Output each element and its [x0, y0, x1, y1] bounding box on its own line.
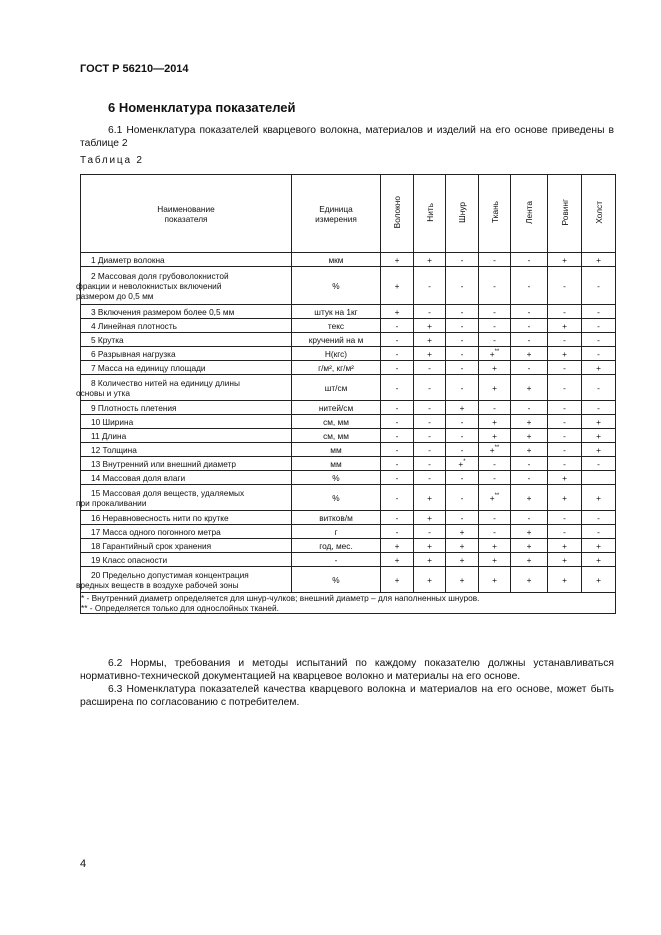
applicability-cell: +: [582, 539, 616, 553]
indicator-name-line: 14 Массовая доля влаги: [91, 472, 186, 483]
applicability-cell: -: [548, 429, 582, 443]
applicability-cell: +: [511, 415, 548, 429]
footnote-mark: **: [494, 348, 500, 355]
applicability-cell: -: [479, 253, 511, 267]
applicability-cell: -: [414, 415, 446, 429]
footnote-mark: *: [463, 458, 466, 465]
applicability-cell: -: [548, 443, 582, 457]
applicability-cell: -: [511, 319, 548, 333]
applicability-cell: +: [511, 375, 548, 401]
indicator-name: [81, 347, 292, 361]
applicability-cell: +: [511, 485, 548, 511]
header-type-label: Нить: [424, 203, 435, 222]
indicator-name-line: 16 Неравновесность нити по крутке: [91, 512, 229, 523]
applicability-cell: +: [381, 553, 414, 567]
applicability-cell: +: [479, 429, 511, 443]
paragraph-6-2: [80, 657, 614, 683]
unit-cell: г: [292, 525, 381, 539]
applicability-cell: -: [479, 457, 511, 471]
header-type-label: Шнур: [457, 202, 467, 223]
applicability-cell: -: [381, 457, 414, 471]
applicability-cell: -: [446, 429, 479, 443]
applicability-cell: +: [479, 567, 511, 593]
applicability-cell: +: [414, 511, 446, 525]
applicability-cell: -: [582, 525, 616, 539]
applicability-cell: +: [479, 375, 511, 401]
applicability-cell: -: [414, 305, 446, 319]
applicability-cell: +: [479, 415, 511, 429]
footnote-1: * - Внутренний диаметр определяется для шнур-чулков; внешний диаметр – для наполненных шнуров.: [81, 593, 480, 603]
indicator-name-line: 6 Разрывная нагрузка: [91, 348, 176, 359]
indicator-name-line: 18 Гарантийный срок хранения: [91, 540, 212, 551]
unit-cell: мм: [292, 457, 381, 471]
applicability-cell: -: [548, 525, 582, 539]
table-row: [81, 471, 616, 485]
applicability-cell: -: [582, 375, 616, 401]
applicability-cell: -: [511, 457, 548, 471]
applicability-cell: -: [446, 319, 479, 333]
indicator-name: [81, 319, 292, 333]
table-header-row: [81, 175, 616, 253]
header-name-line-2: показателя: [164, 213, 208, 224]
applicability-cell: -: [511, 471, 548, 485]
applicability-cell: +: [582, 553, 616, 567]
unit-cell: штук на 1кг: [292, 305, 381, 319]
applicability-cell: -: [381, 401, 414, 415]
indicator-name: [81, 429, 292, 443]
indicator-name-line: 8 Количество нитей на единицу длины: [91, 377, 240, 388]
applicability-cell: -: [479, 525, 511, 539]
applicability-cell: -: [381, 333, 414, 347]
applicability-cell: -: [446, 485, 479, 511]
table-row: [81, 253, 616, 267]
applicability-cell: +: [582, 361, 616, 375]
applicability-cell: +: [414, 319, 446, 333]
applicability-cell: -: [381, 511, 414, 525]
applicability-cell: -: [446, 253, 479, 267]
indicator-name: [81, 511, 292, 525]
applicability-cell: +*: [446, 457, 479, 471]
unit-cell: мм: [292, 443, 381, 457]
header-name-line-1: Наименование: [157, 203, 215, 214]
applicability-cell: +: [446, 567, 479, 593]
unit-cell: см, мм: [292, 429, 381, 443]
unit-cell: текс: [292, 319, 381, 333]
indicator-name-line: 5 Крутка: [91, 334, 124, 345]
applicability-cell: -: [582, 457, 616, 471]
header-type-0: [381, 175, 414, 253]
applicability-cell: +: [414, 553, 446, 567]
applicability-cell: -: [548, 375, 582, 401]
unit-cell: -: [292, 553, 381, 567]
unit-cell: кручений на м: [292, 333, 381, 347]
applicability-cell: -: [479, 511, 511, 525]
header-type-2: [446, 175, 479, 253]
applicability-cell: -: [511, 253, 548, 267]
unit-cell: %: [292, 567, 381, 593]
indicator-name-line: 17 Масса одного погонного метра: [91, 526, 221, 537]
applicability-cell: +: [414, 485, 446, 511]
page-number: 4: [80, 858, 87, 870]
applicability-cell: +: [582, 253, 616, 267]
applicability-cell: -: [479, 305, 511, 319]
applicability-cell: +: [414, 567, 446, 593]
indicator-name-line: вредных веществ в воздухе рабочей зоны: [76, 579, 239, 590]
header-type-label: Холст: [593, 201, 604, 224]
applicability-cell: +: [381, 253, 414, 267]
applicability-cell: +: [582, 443, 616, 457]
applicability-cell: -: [548, 457, 582, 471]
table-row: [81, 375, 616, 401]
table-row: [81, 485, 616, 511]
applicability-cell: -: [479, 333, 511, 347]
indicator-name-line: фракции и неволокнистых включений: [76, 280, 222, 291]
header-unit-line-1: Единица: [319, 203, 353, 214]
applicability-cell: -: [381, 415, 414, 429]
indicator-name-line: при прокаливании: [76, 497, 147, 508]
indicator-name-line: 20 Предельно допустимая концентрация: [91, 569, 249, 580]
applicability-cell: +: [511, 443, 548, 457]
paragraph-6-2-text: 6.2 Нормы, требования и методы испытаний по каждому показателю должны устанавливаться нормативно-технической документацией на кварцевое волокно и материалы на его основе.: [80, 658, 614, 682]
applicability-cell: -: [511, 305, 548, 319]
applicability-cell: +: [548, 471, 582, 485]
applicability-cell: +: [511, 539, 548, 553]
applicability-cell: +: [381, 539, 414, 553]
table-row: [81, 401, 616, 415]
table-row: [81, 361, 616, 375]
applicability-cell: -: [582, 511, 616, 525]
document-header: ГОСТ Р 56210—2014: [80, 63, 189, 75]
section-title: 6 Номенклатура показателей: [108, 100, 296, 115]
applicability-cell: -: [446, 347, 479, 361]
indicator-name-line: 4 Линейная плотность: [91, 320, 177, 331]
indicator-name: [76, 267, 292, 305]
applicability-cell: +**: [479, 443, 511, 457]
applicability-cell: +: [548, 347, 582, 361]
indicator-name-line: размером до 0,5 мм: [76, 290, 154, 301]
indicator-name-line: 11 Длина: [91, 430, 127, 441]
table-row: [81, 347, 616, 361]
indicators-table: [76, 174, 616, 614]
indicator-name: [81, 525, 292, 539]
unit-cell: %: [292, 471, 381, 485]
unit-cell: год, мес.: [292, 539, 381, 553]
indicator-name: [76, 375, 292, 401]
applicability-cell: -: [548, 305, 582, 319]
table-row: [81, 443, 616, 457]
indicator-name-line: 1 Диаметр волокна: [91, 254, 165, 265]
footnote-2: ** - Определяется только для однослойных тканей.: [81, 603, 279, 613]
indicator-name: [81, 415, 292, 429]
applicability-cell: +: [511, 347, 548, 361]
applicability-cell: +: [548, 319, 582, 333]
applicability-cell: -: [511, 267, 548, 305]
applicability-cell: -: [548, 415, 582, 429]
applicability-cell: -: [381, 375, 414, 401]
applicability-cell: -: [381, 361, 414, 375]
footnote-row: [81, 593, 616, 614]
applicability-cell: -: [582, 347, 616, 361]
indicator-name-line: 2 Массовая доля грубоволокнистой: [91, 270, 229, 281]
indicator-name: [81, 553, 292, 567]
footnotes: [81, 593, 616, 614]
applicability-cell: +: [381, 567, 414, 593]
table-row: [81, 319, 616, 333]
indicator-name: [81, 253, 292, 267]
footnote-mark: **: [494, 444, 500, 451]
paragraph-6-3-text: 6.3 Номенклатура показателей качества кварцевого волокна и материалов на его основе, может быть расширена по согласованию с потребителем.: [80, 684, 614, 708]
header-type-3: [479, 175, 511, 253]
header-type-label: Ткань: [489, 201, 500, 224]
applicability-cell: -: [446, 511, 479, 525]
indicator-name: [81, 443, 292, 457]
applicability-cell: -: [479, 267, 511, 305]
applicability-cell: +: [446, 539, 479, 553]
table-row: [81, 457, 616, 471]
applicability-cell: -: [381, 347, 414, 361]
applicability-cell: +: [548, 539, 582, 553]
table-row: [81, 553, 616, 567]
applicability-cell: +: [479, 553, 511, 567]
table-row: [81, 525, 616, 539]
applicability-cell: -: [511, 361, 548, 375]
applicability-cell: +**: [479, 485, 511, 511]
applicability-cell: +: [548, 567, 582, 593]
unit-cell: %: [292, 485, 381, 511]
indicator-name-line: 19 Класс опасности: [91, 554, 168, 565]
applicability-cell: +: [511, 567, 548, 593]
applicability-cell: -: [582, 333, 616, 347]
applicability-cell: -: [548, 401, 582, 415]
applicability-cell: -: [414, 471, 446, 485]
header-type-4: [511, 175, 548, 253]
applicability-cell: -: [414, 457, 446, 471]
applicability-cell: +: [511, 525, 548, 539]
indicator-name-line: 7 Масса на единицу площади: [91, 362, 206, 373]
paragraph-6-1-text: 6.1 Номенклатура показателей кварцевого волокна, материалов и изделий на его основе приведены в таблице 2: [80, 125, 614, 149]
table-row: [81, 429, 616, 443]
indicator-name: [81, 401, 292, 415]
applicability-cell: -: [381, 443, 414, 457]
applicability-cell: -: [446, 267, 479, 305]
indicator-name-line: 15 Массовая доля веществ, удаляемых: [91, 487, 245, 498]
table-row: [81, 415, 616, 429]
indicator-name: [81, 333, 292, 347]
indicator-name-line: 3 Включения размером более 0,5 мм: [91, 306, 235, 317]
applicability-cell: +: [548, 253, 582, 267]
indicator-name: [76, 567, 292, 593]
applicability-cell: +: [414, 333, 446, 347]
applicability-cell: -: [414, 429, 446, 443]
indicator-name: [81, 457, 292, 471]
applicability-cell: +: [548, 553, 582, 567]
indicator-name-line: 9 Плотность плетения: [91, 402, 177, 413]
indicator-name: [81, 471, 292, 485]
applicability-cell: -: [414, 375, 446, 401]
indicator-name-line: 12 Толщина: [91, 444, 137, 455]
applicability-cell: -: [381, 429, 414, 443]
indicator-name: [81, 305, 292, 319]
applicability-cell: +: [511, 429, 548, 443]
unit-cell: нитей/см: [292, 401, 381, 415]
unit-cell: шт/см: [292, 375, 381, 401]
header-unit: [292, 175, 381, 253]
header-name: [81, 175, 292, 253]
paragraph-6-3: [80, 683, 614, 709]
applicability-cell: -: [446, 415, 479, 429]
header-unit-line-2: измерения: [315, 213, 357, 224]
header-type-label: Ровинг: [559, 199, 570, 226]
applicability-cell: +: [414, 253, 446, 267]
applicability-cell: +: [548, 485, 582, 511]
applicability-cell: -: [414, 361, 446, 375]
table-row: [81, 333, 616, 347]
indicator-name: [81, 361, 292, 375]
indicator-name: [76, 485, 292, 511]
unit-cell: Н(кгс): [292, 347, 381, 361]
applicability-cell: -: [446, 333, 479, 347]
table-row: [81, 511, 616, 525]
applicability-cell: +: [479, 361, 511, 375]
applicability-cell: +: [479, 539, 511, 553]
applicability-cell: -: [548, 267, 582, 305]
applicability-cell: [582, 471, 616, 485]
header-type-1: [414, 175, 446, 253]
applicability-cell: -: [582, 305, 616, 319]
unit-cell: %: [292, 267, 381, 305]
applicability-cell: -: [582, 401, 616, 415]
header-type-5: [548, 175, 582, 253]
applicability-cell: -: [446, 361, 479, 375]
applicability-cell: -: [446, 471, 479, 485]
applicability-cell: -: [479, 401, 511, 415]
applicability-cell: -: [446, 375, 479, 401]
unit-cell: см, мм: [292, 415, 381, 429]
applicability-cell: -: [511, 401, 548, 415]
applicability-cell: +: [582, 567, 616, 593]
applicability-cell: -: [479, 319, 511, 333]
applicability-cell: +: [446, 525, 479, 539]
applicability-cell: -: [414, 443, 446, 457]
unit-cell: г/м², кг/м²: [292, 361, 381, 375]
indicator-name-line: основы и утка: [76, 387, 130, 398]
applicability-cell: -: [446, 443, 479, 457]
applicability-cell: -: [446, 305, 479, 319]
table-row: [81, 567, 616, 593]
applicability-cell: +: [381, 267, 414, 305]
footnote-mark: **: [494, 492, 500, 499]
indicator-name-line: 10 Ширина: [91, 416, 134, 427]
indicator-name-line: 13 Внутренний или внешний диаметр: [91, 458, 236, 469]
unit-cell: витков/м: [292, 511, 381, 525]
applicability-cell: +: [511, 553, 548, 567]
applicability-cell: -: [548, 333, 582, 347]
indicator-name: [81, 539, 292, 553]
applicability-cell: +: [582, 429, 616, 443]
applicability-cell: -: [511, 333, 548, 347]
header-type-label: Волокно: [392, 196, 402, 229]
table-caption: Таблица 2: [80, 155, 144, 166]
applicability-cell: -: [381, 525, 414, 539]
table-row: [81, 539, 616, 553]
applicability-cell: -: [548, 511, 582, 525]
applicability-cell: +: [582, 415, 616, 429]
applicability-cell: -: [414, 401, 446, 415]
applicability-cell: -: [414, 525, 446, 539]
applicability-cell: -: [582, 319, 616, 333]
applicability-cell: -: [381, 485, 414, 511]
applicability-cell: +: [446, 553, 479, 567]
applicability-cell: -: [548, 361, 582, 375]
applicability-cell: -: [414, 267, 446, 305]
applicability-cell: -: [582, 267, 616, 305]
table-row: [81, 305, 616, 319]
applicability-cell: -: [511, 511, 548, 525]
applicability-cell: -: [381, 471, 414, 485]
applicability-cell: +**: [479, 347, 511, 361]
applicability-cell: -: [479, 471, 511, 485]
header-type-6: [582, 175, 616, 253]
unit-cell: мкм: [292, 253, 381, 267]
applicability-cell: +: [582, 485, 616, 511]
applicability-cell: -: [381, 319, 414, 333]
table-row: [81, 267, 616, 305]
applicability-cell: +: [446, 401, 479, 415]
applicability-cell: +: [414, 347, 446, 361]
applicability-cell: +: [381, 305, 414, 319]
applicability-cell: +: [414, 539, 446, 553]
paragraph-6-1: [80, 124, 614, 150]
header-type-label: Лента: [524, 201, 534, 224]
